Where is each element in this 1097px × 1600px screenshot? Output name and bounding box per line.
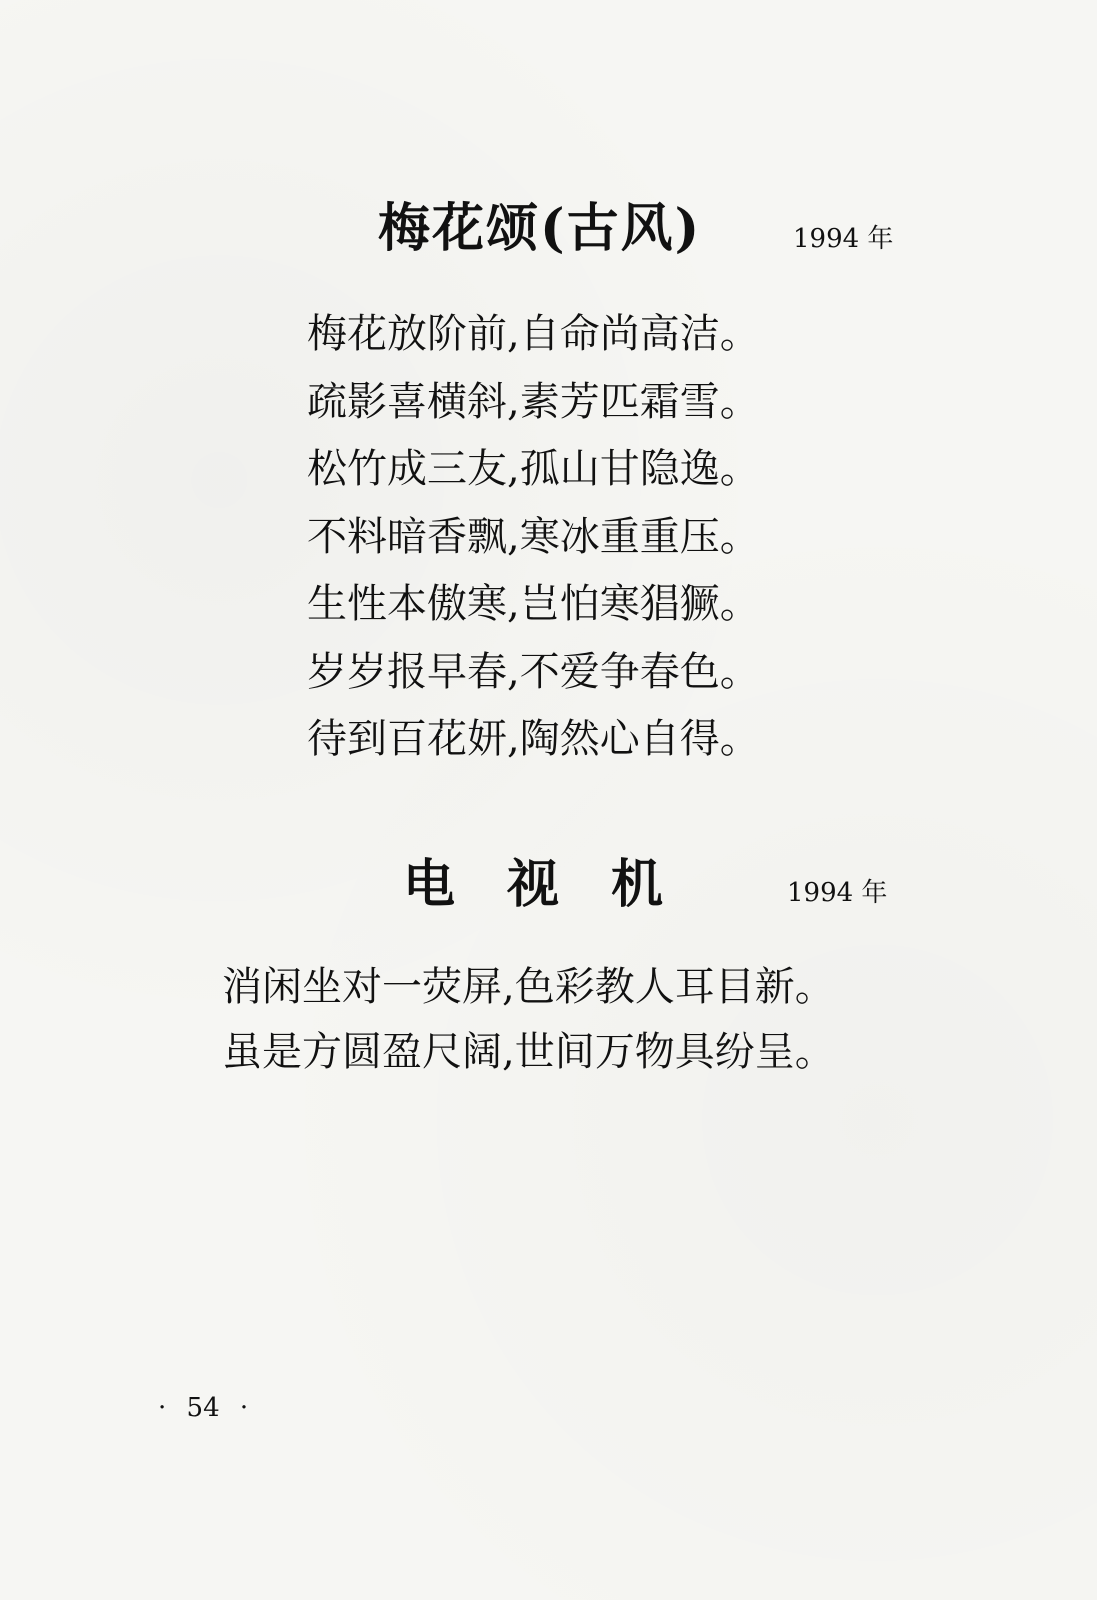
poem-line: 岁岁报早春,不爱争春色。 [307,648,760,695]
poem-line: 待到百花妍,陶然心自得。 [307,716,760,762]
poem-line: 松竹成三友,孤山甘隐逸。 [307,446,760,492]
poem-body-television [222,955,835,1085]
page-number: · 54 · [158,1393,249,1423]
poem-line: 不料暗香飘,寒冰重重压。 [307,513,760,560]
poem-line: 生性本傲寒,岂怕寒猖獗。 [307,581,760,627]
poem-year: 1994 年 [787,878,888,908]
poem-body-plum-blossom [307,301,760,774]
poem-title-television: 电 视 机 [403,854,663,915]
poem-line: 虽是方圆盈尺阔,世间万物具纷呈。 [222,1029,835,1075]
poem-title-plum-blossom: 梅花颂(古风) [378,198,702,259]
poem-line: 疏影喜横斜,素芳匹霜雪。 [307,378,760,425]
poem-line: 消闲坐对一荧屏,色彩教人耳目新。 [222,964,835,1010]
poem-year: 1994 年 [793,224,894,254]
poem-line: 梅花放阶前,自命尚高洁。 [307,311,760,357]
